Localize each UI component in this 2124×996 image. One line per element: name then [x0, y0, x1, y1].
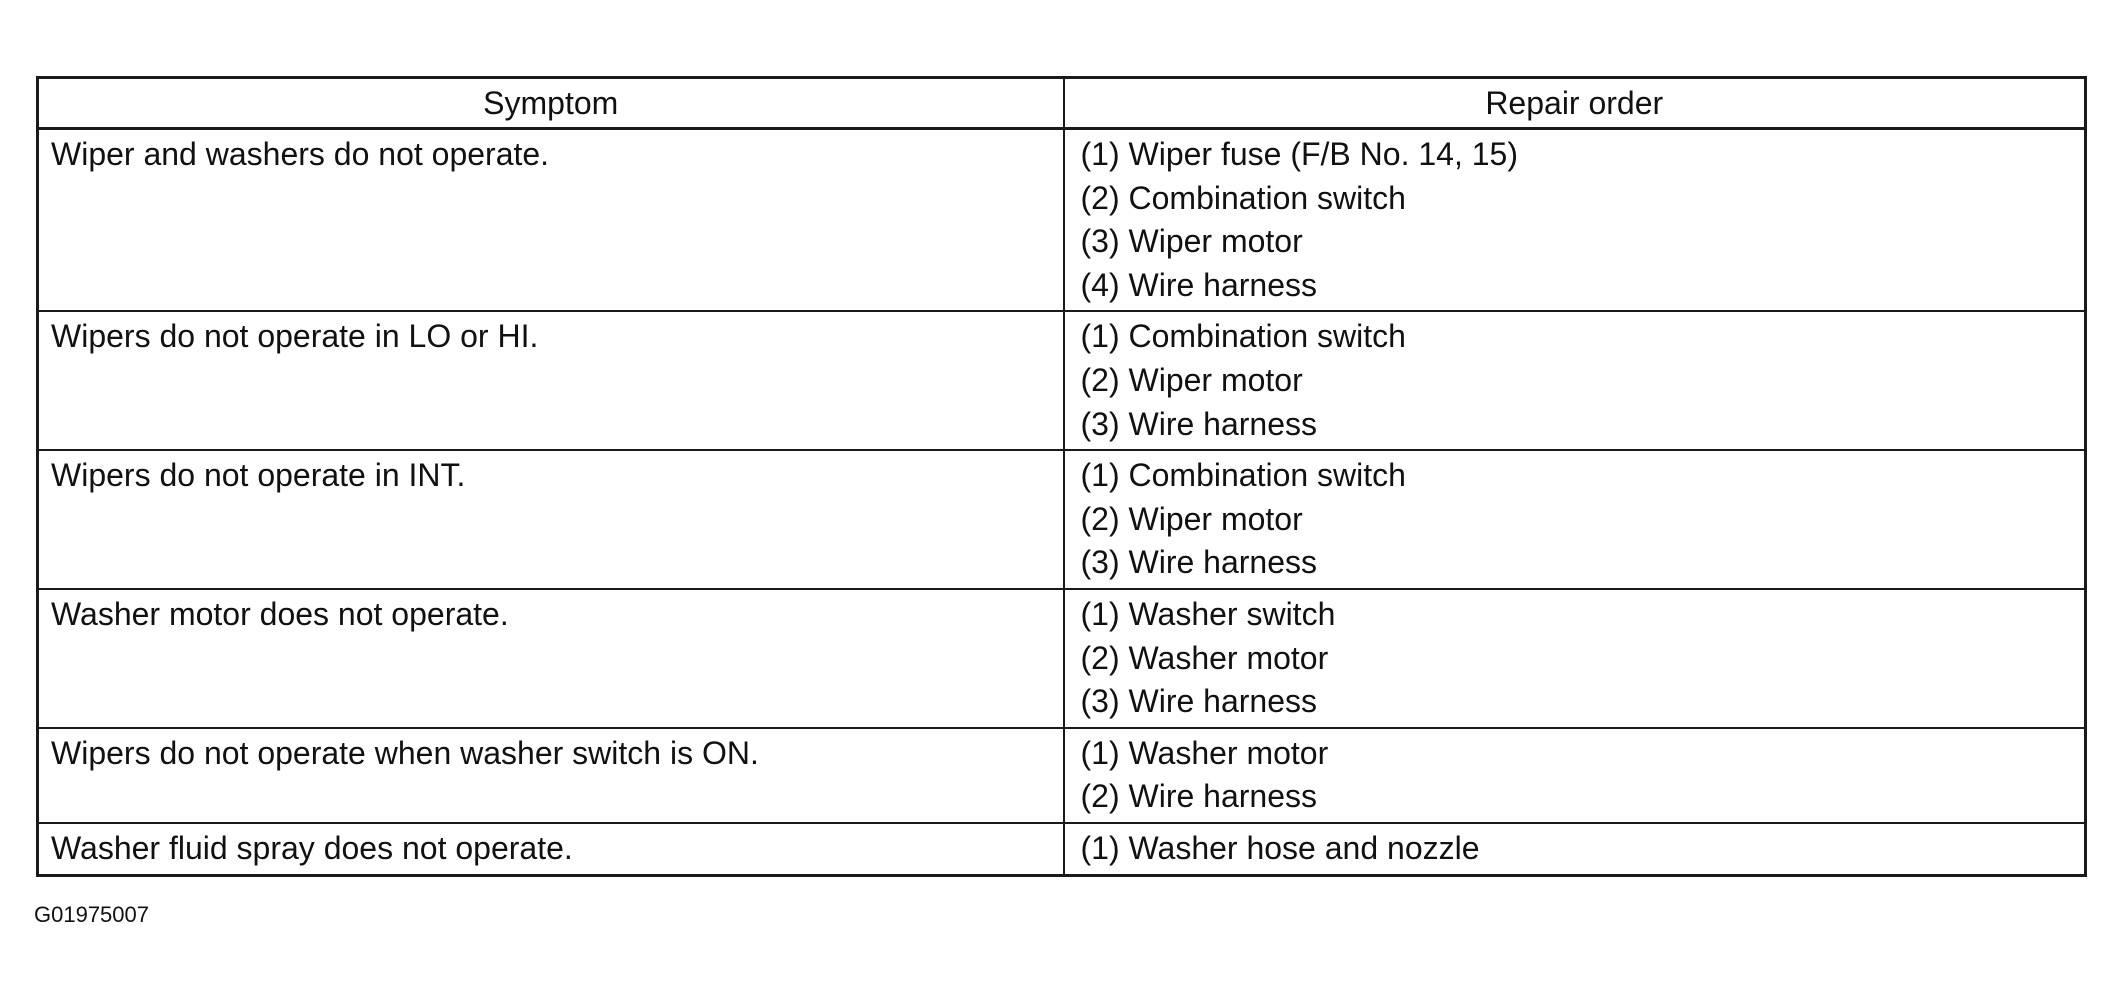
repair-step: (1) Washer motor [1080, 734, 1329, 771]
troubleshooting-table-container [36, 76, 2084, 877]
repair-step: (1) Washer switch [1080, 595, 1336, 632]
repair-step: (1) Wiper fuse (F/B No. 14, 15) [1080, 136, 1518, 172]
repair-order-cell [1064, 129, 2086, 312]
figure-code: G01975007 [34, 902, 149, 927]
repair-order-cell [1064, 311, 2086, 450]
repair-step: (3) Wire harness [1080, 405, 1317, 442]
symptom-cell: Wipers do not operate in INT. [38, 450, 1064, 589]
header-symptom: Symptom [38, 78, 1064, 129]
repair-step: (2) Wiper motor [1080, 361, 1303, 398]
repair-step: (2) Washer motor [1080, 639, 1329, 676]
symptom-cell: Wipers do not operate in LO or HI. [38, 311, 1064, 450]
symptom-cell: Wiper and washers do not operate. [38, 129, 1064, 312]
repair-order-cell [1064, 589, 2086, 728]
symptom-cell: Washer motor does not operate. [38, 589, 1064, 728]
repair-step: (3) Wiper motor [1080, 223, 1303, 260]
repair-step: (2) Combination switch [1080, 179, 1406, 216]
table-row [38, 311, 2086, 450]
repair-step: (3) Wire harness [1080, 683, 1317, 720]
repair-step: (2) Wire harness [1080, 778, 1317, 815]
table-row [38, 589, 2086, 728]
repair-step: (4) Wire harness [1080, 266, 1317, 303]
repair-step: (1) Washer hose and nozzle [1080, 829, 1480, 866]
table-header-row [38, 78, 2086, 129]
symptom-cell: Washer fluid spray does not operate. [38, 823, 1064, 875]
header-repair-order: Repair order [1064, 78, 2086, 129]
repair-order-cell [1064, 728, 2086, 823]
repair-order-cell [1064, 450, 2086, 589]
table-row [38, 129, 2086, 312]
table-row [38, 728, 2086, 823]
repair-step: (1) Combination switch [1080, 318, 1406, 355]
table-row [38, 823, 2086, 875]
repair-step: (1) Combination switch [1080, 457, 1406, 494]
repair-step: (3) Wire harness [1080, 544, 1317, 581]
troubleshooting-table [36, 76, 2087, 877]
repair-step: (2) Wiper motor [1080, 500, 1303, 537]
table-row [38, 450, 2086, 589]
symptom-cell: Wipers do not operate when washer switch is ON. [38, 728, 1064, 823]
repair-order-cell [1064, 823, 2086, 875]
